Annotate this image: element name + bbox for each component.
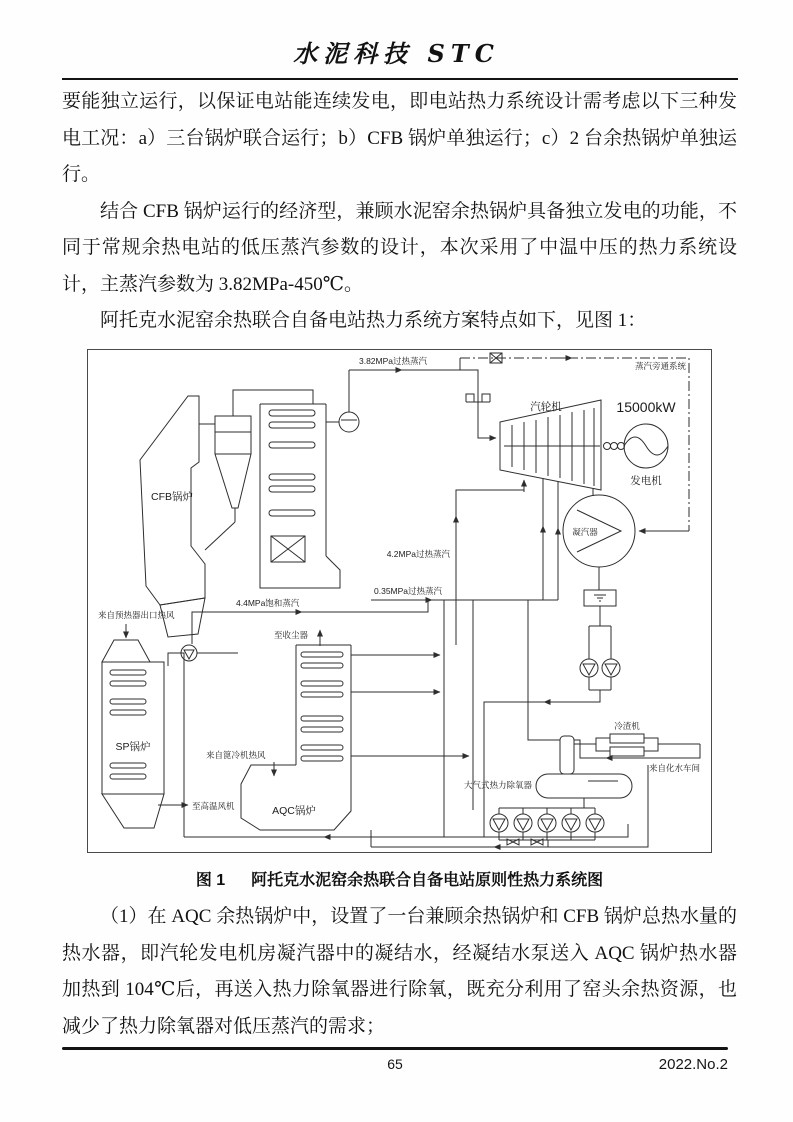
condensate-pump-icon xyxy=(580,659,598,677)
steam-44-label: 4.4MPa饱和蒸汽 xyxy=(236,597,300,608)
figure-caption xyxy=(62,863,737,900)
figure-caption-label: 图 1 xyxy=(195,871,226,889)
steam-44-line xyxy=(192,598,428,644)
sp-boiler xyxy=(98,610,238,828)
generator xyxy=(604,399,677,487)
body-paragraph-3: 阿托克水泥窑余热联合自备电站热力系统方案特点如下，见图 1： xyxy=(100,310,647,331)
steam-42-line xyxy=(387,480,524,645)
journal-title: 水泥科技 STC xyxy=(293,39,500,68)
bypass-system-label: 蒸汽旁通系统 xyxy=(634,360,686,371)
to-dust-collector-label: 至收尘器 xyxy=(274,629,309,640)
from-grate-cooler-label: 来自篦冷机热风 xyxy=(206,749,266,760)
steam-035-line xyxy=(371,586,560,740)
body-paragraph-4: （1）在 AQC 余热锅炉中，设置了一台兼顾余热锅炉和 CFB 锅炉总热水量的热水器，即汽轮发电机房凝汽器中的凝结水，经凝结水泵送入 AQC 锅炉热水器加热到 104℃后，再送入热力除氧器进行除氧，既充分利用了窑头余热资源，也减少了热力除氧器对低压蒸汽的需求； xyxy=(62,906,737,1037)
cfb-backpass xyxy=(233,390,340,588)
sp-feed-pump-icon xyxy=(168,645,238,666)
steam-drum-icon xyxy=(326,370,359,432)
body-paragraph-2: 结合 CFB 锅炉运行的经济型，兼顾水泥窑余热锅炉具备独立发电的功能，不同于常规余热电站的低压蒸汽参数的设计，本次采用了中温中压的热力系统设计，主蒸汽参数为 3.82MPa-450℃。 xyxy=(62,200,737,295)
condenser xyxy=(563,488,635,567)
sp-boiler-label: SP锅炉 xyxy=(115,740,151,753)
slag-cooler-label: 冷渣机 xyxy=(614,720,640,731)
page-footer xyxy=(62,1056,728,1072)
slag-cooler xyxy=(574,721,700,756)
header-rule xyxy=(62,78,738,80)
figure-caption-title: 阿托克水泥窑余热联合自备电站原则性热力系统图 xyxy=(251,871,604,889)
hotwell-and-condensate-pumps xyxy=(484,567,620,837)
feed-pump-icon xyxy=(586,814,604,832)
feed-pump-icon xyxy=(490,814,508,832)
air-heater-icon xyxy=(271,536,305,562)
condensate-pump-icon xyxy=(602,659,620,677)
from-water-plant-label: 来自化水车间 xyxy=(648,762,700,773)
main-steam-label: 3.82MPa过热蒸汽 xyxy=(358,355,428,366)
feed-pump-icon xyxy=(562,814,580,832)
cyclone-separator xyxy=(199,416,251,550)
figure-1-diagram xyxy=(87,349,712,853)
aqc-boiler-label: AQC锅炉 xyxy=(272,804,316,817)
steam-035-label: 0.35MPa过热蒸汽 xyxy=(374,585,443,596)
body-paragraph-1: 要能独立运行，以保证电站能连续发电，即电站热力系统设计需考虑以下三种发电工况：a）三台锅炉联合运行；b）CFB 锅炉单独运行；c）2 台余热锅炉单独运行。 xyxy=(62,91,737,185)
extraction-lines xyxy=(543,478,558,600)
cfb-boiler-label: CFB锅炉 xyxy=(151,490,193,503)
page-number: 65 xyxy=(387,1056,403,1072)
body-text xyxy=(62,84,737,1045)
thermal-system-schematic xyxy=(88,350,711,852)
deaerator xyxy=(464,736,632,847)
cfb-boiler xyxy=(140,370,359,637)
steam-42-label: 4.2MPa过热蒸汽 xyxy=(386,548,450,559)
issue-number: 2022.No.2 xyxy=(658,1056,728,1073)
from-preheater-label: 来自预热器出口热风 xyxy=(98,609,175,620)
aqc-boiler xyxy=(206,597,473,837)
feed-pump-icon xyxy=(514,814,532,832)
to-ht-fan-label: 至高温风机 xyxy=(192,800,235,811)
condenser-label: 凝汽器 xyxy=(572,526,598,537)
feed-pump-icon xyxy=(538,814,556,832)
turbine-label: 汽轮机 xyxy=(530,400,562,413)
main-steam-line xyxy=(349,356,496,438)
deaerator-label: 大气式热力除氧器 xyxy=(463,779,532,790)
generator-power-label: 15000kW xyxy=(616,398,676,415)
generator-label: 发电机 xyxy=(630,474,662,487)
steam-turbine xyxy=(500,400,601,490)
footer-rule xyxy=(62,1047,728,1050)
